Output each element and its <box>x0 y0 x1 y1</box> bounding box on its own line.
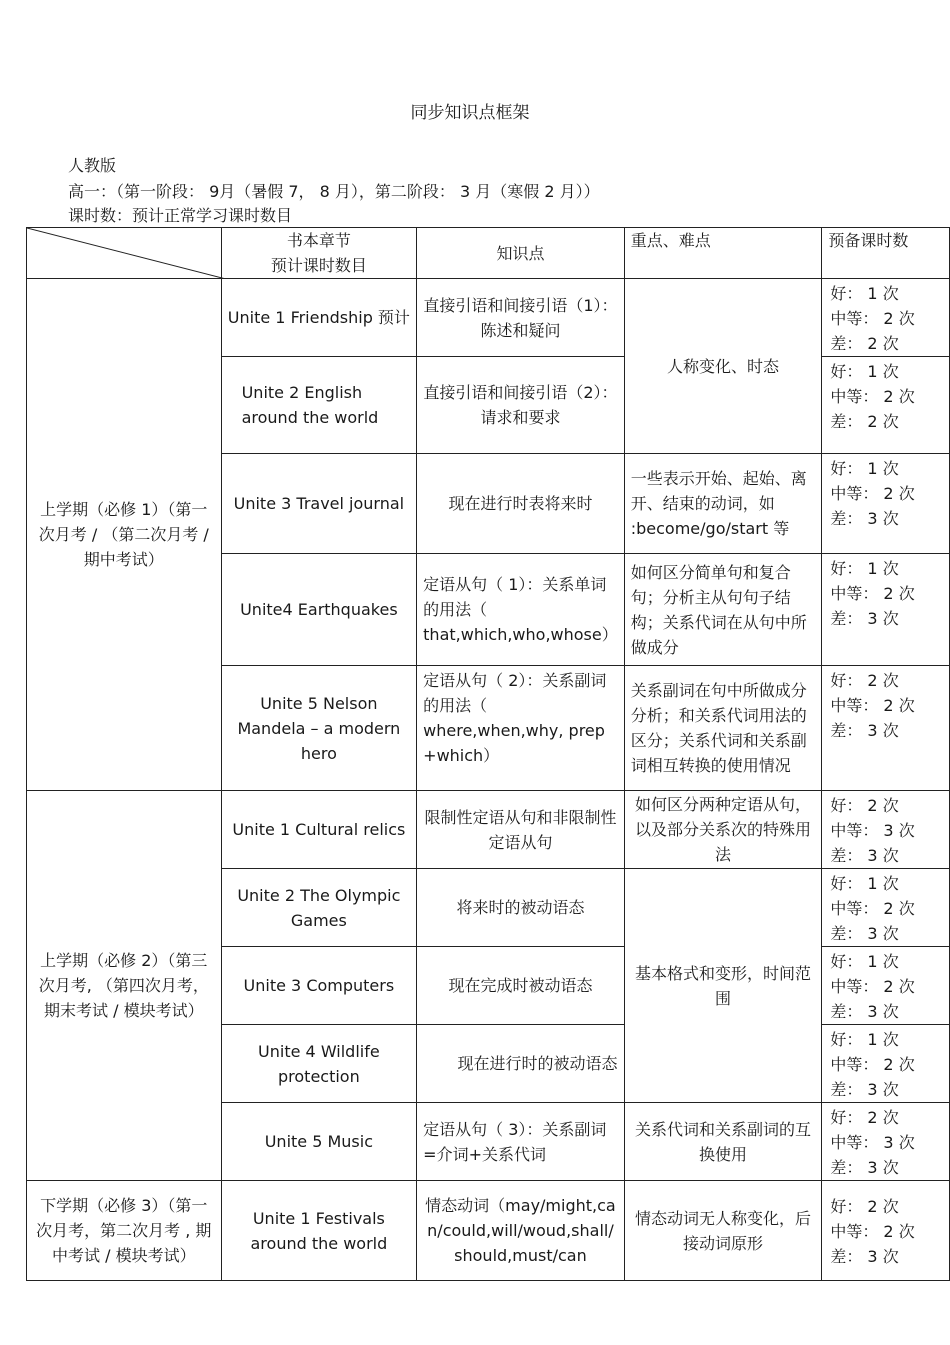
prep-poor: 差： 3 次 <box>830 1080 899 1099</box>
focus-cell: 关系代词和关系副词的互换使用 <box>624 1103 822 1181</box>
prep-cell <box>822 947 950 1025</box>
prep-poor: 差： 3 次 <box>830 1158 899 1177</box>
prep-medium: 中等： 2 次 <box>830 484 915 503</box>
focus-cell: 情态动词无人称变化，后接动词原形 <box>624 1181 822 1281</box>
unit-cell: Unite 3 Computers <box>221 947 417 1025</box>
diagonal-line <box>27 228 226 279</box>
unit-cell: Unite 5 Nelson Mandela – a modern hero <box>221 666 417 791</box>
prep-cell <box>822 666 950 791</box>
prep-good: 好： 1 次 <box>830 284 899 303</box>
prep-cell <box>822 1025 950 1103</box>
prep-cell <box>822 279 950 357</box>
table-row <box>27 791 950 869</box>
prep-good: 好： 1 次 <box>830 874 899 893</box>
prep-cell <box>822 791 950 869</box>
table-row <box>27 279 950 357</box>
knowledge-table <box>26 227 950 1281</box>
unit-cell: Unite 1 Friendship 预计 <box>221 279 417 357</box>
unit-cell <box>221 1025 417 1103</box>
header-focus: 重点、难点 <box>624 228 822 279</box>
unit-label: Unite 4 Wildlife protection <box>258 1041 380 1086</box>
knowledge-cell: 现在进行时的被动语态 <box>417 1025 625 1103</box>
unit-cell: Unite 1 Festivals around the world <box>221 1181 417 1281</box>
table-row <box>27 1181 950 1281</box>
knowledge-cell: 限制性定语从句和非限制性定语从句 <box>417 791 625 869</box>
header-knowledge: 知识点 <box>417 228 625 279</box>
unit-cell: Unite 2 The Olympic Games <box>221 869 417 947</box>
knowledge-cell: 直接引语和间接引语（1）：陈述和疑问 <box>417 279 625 357</box>
prep-medium: 中等： 2 次 <box>830 584 915 603</box>
prep-medium: 中等： 2 次 <box>830 309 915 328</box>
prep-good: 好： 2 次 <box>830 671 899 690</box>
page-title: 同步知识点框架 <box>410 103 530 123</box>
prep-medium: 中等： 2 次 <box>830 1055 915 1074</box>
knowledge-cell: 情态动词（may/might,can/could,will/woud,shall/should,must/can <box>417 1181 625 1281</box>
header-chapter <box>221 228 417 279</box>
prep-medium: 中等： 2 次 <box>830 977 915 996</box>
knowledge-cell: 定语从句（ 1）：关系单词的用法（ that,which,who,whose） <box>417 554 625 666</box>
prep-poor: 差： 2 次 <box>830 334 899 353</box>
prep-poor: 差： 3 次 <box>830 1002 899 1021</box>
prep-good: 好： 1 次 <box>830 459 899 478</box>
diagonal-header-cell <box>27 228 222 279</box>
prep-medium: 中等： 2 次 <box>830 899 915 918</box>
focus-cell: 基本格式和变形，时间范围 <box>624 869 822 1103</box>
semester-cell: 下学期（必修 3）（第一次月考，第二次月考 , 期中考试 / 模块考试） <box>27 1181 222 1281</box>
focus-cell: 关系副词在句中所做成分分析；和关系代词用法的区分；关系代词和关系副词相互转换的使用情况 <box>624 666 822 791</box>
header-chapter-line2: 预计课时数目 <box>270 256 367 275</box>
prep-poor: 差： 3 次 <box>830 846 899 865</box>
prep-poor: 差： 3 次 <box>830 609 899 628</box>
header-chapter-line1: 书本章节 <box>286 231 351 250</box>
knowledge-cell: 定语从句（ 2）：关系副词的用法（ where,when,why, prep +which） <box>417 666 625 791</box>
prep-cell <box>822 554 950 666</box>
prep-good: 好： 1 次 <box>830 1030 899 1049</box>
knowledge-cell: 直接引语和间接引语（2）：请求和要求 <box>417 357 625 454</box>
prep-medium: 中等： 3 次 <box>830 1133 915 1152</box>
prep-cell <box>822 1103 950 1181</box>
focus-cell: 如何区分两种定语从句，以及部分关系次的特殊用法 <box>624 791 822 869</box>
focus-cell: 人称变化、时态 <box>624 279 822 454</box>
focus-cell: 如何区分简单句和复合句；分析主从句句子结构；关系代词在从句中所做成分 <box>624 554 822 666</box>
prep-cell <box>822 454 950 554</box>
unit-cell: Unite 2 English around the world <box>221 357 417 454</box>
prep-good: 好： 1 次 <box>830 362 899 381</box>
prep-medium: 中等： 3 次 <box>830 821 915 840</box>
prep-medium: 中等： 2 次 <box>830 387 915 406</box>
knowledge-cell: 现在完成时被动语态 <box>417 947 625 1025</box>
prep-poor: 差： 3 次 <box>830 509 899 528</box>
unit-cell: Unite4 Earthquakes <box>221 554 417 666</box>
prep-cell <box>822 357 950 454</box>
prep-poor: 差： 3 次 <box>830 924 899 943</box>
unit-cell: Unite 3 Travel journal <box>221 454 417 554</box>
prep-good: 好： 2 次 <box>830 796 899 815</box>
knowledge-cell: 定语从句（ 3）：关系副词 =介词+关系代词 <box>417 1103 625 1181</box>
prep-medium: 中等： 2 次 <box>830 696 915 715</box>
knowledge-cell: 将来时的被动语态 <box>417 869 625 947</box>
unit-cell: Unite 5 Music <box>221 1103 417 1181</box>
prep-good: 好： 2 次 <box>830 1197 899 1216</box>
header-prep: 预备课时数 <box>822 228 950 279</box>
prep-good: 好： 2 次 <box>830 1108 899 1127</box>
grade-line: 高一：（第一阶段： 9月（暑假 7， 8 月），第二阶段： 3 月（寒假 2 月）） <box>68 182 600 201</box>
hours-line: 课时数：预计正常学习课时数目 <box>68 206 293 225</box>
prep-cell <box>822 1181 950 1281</box>
unit-cell: Unite 1 Cultural relics <box>221 791 417 869</box>
prep-medium: 中等： 2 次 <box>830 1222 915 1241</box>
prep-poor: 差： 2 次 <box>830 412 899 431</box>
semester-cell: 上学期（必修 1）（第一次月考 / （第二次月考 / 期中考试） <box>27 279 222 791</box>
prep-good: 好： 1 次 <box>830 559 899 578</box>
table-header-row <box>27 228 950 279</box>
prep-cell <box>822 869 950 947</box>
semester-cell: 上学期（必修 2）（第三次月考, （第四次月考，期末考试 / 模块考试） <box>27 791 222 1181</box>
prep-poor: 差： 3 次 <box>830 1247 899 1266</box>
prep-poor: 差： 3 次 <box>830 721 899 740</box>
prep-good: 好： 1 次 <box>830 952 899 971</box>
knowledge-cell: 现在进行时表将来时 <box>417 454 625 554</box>
edition-label: 人教版 <box>68 156 117 175</box>
focus-cell: 一些表示开始、起始、离开、结束的动词，如 :become/go/start 等 <box>624 454 822 554</box>
